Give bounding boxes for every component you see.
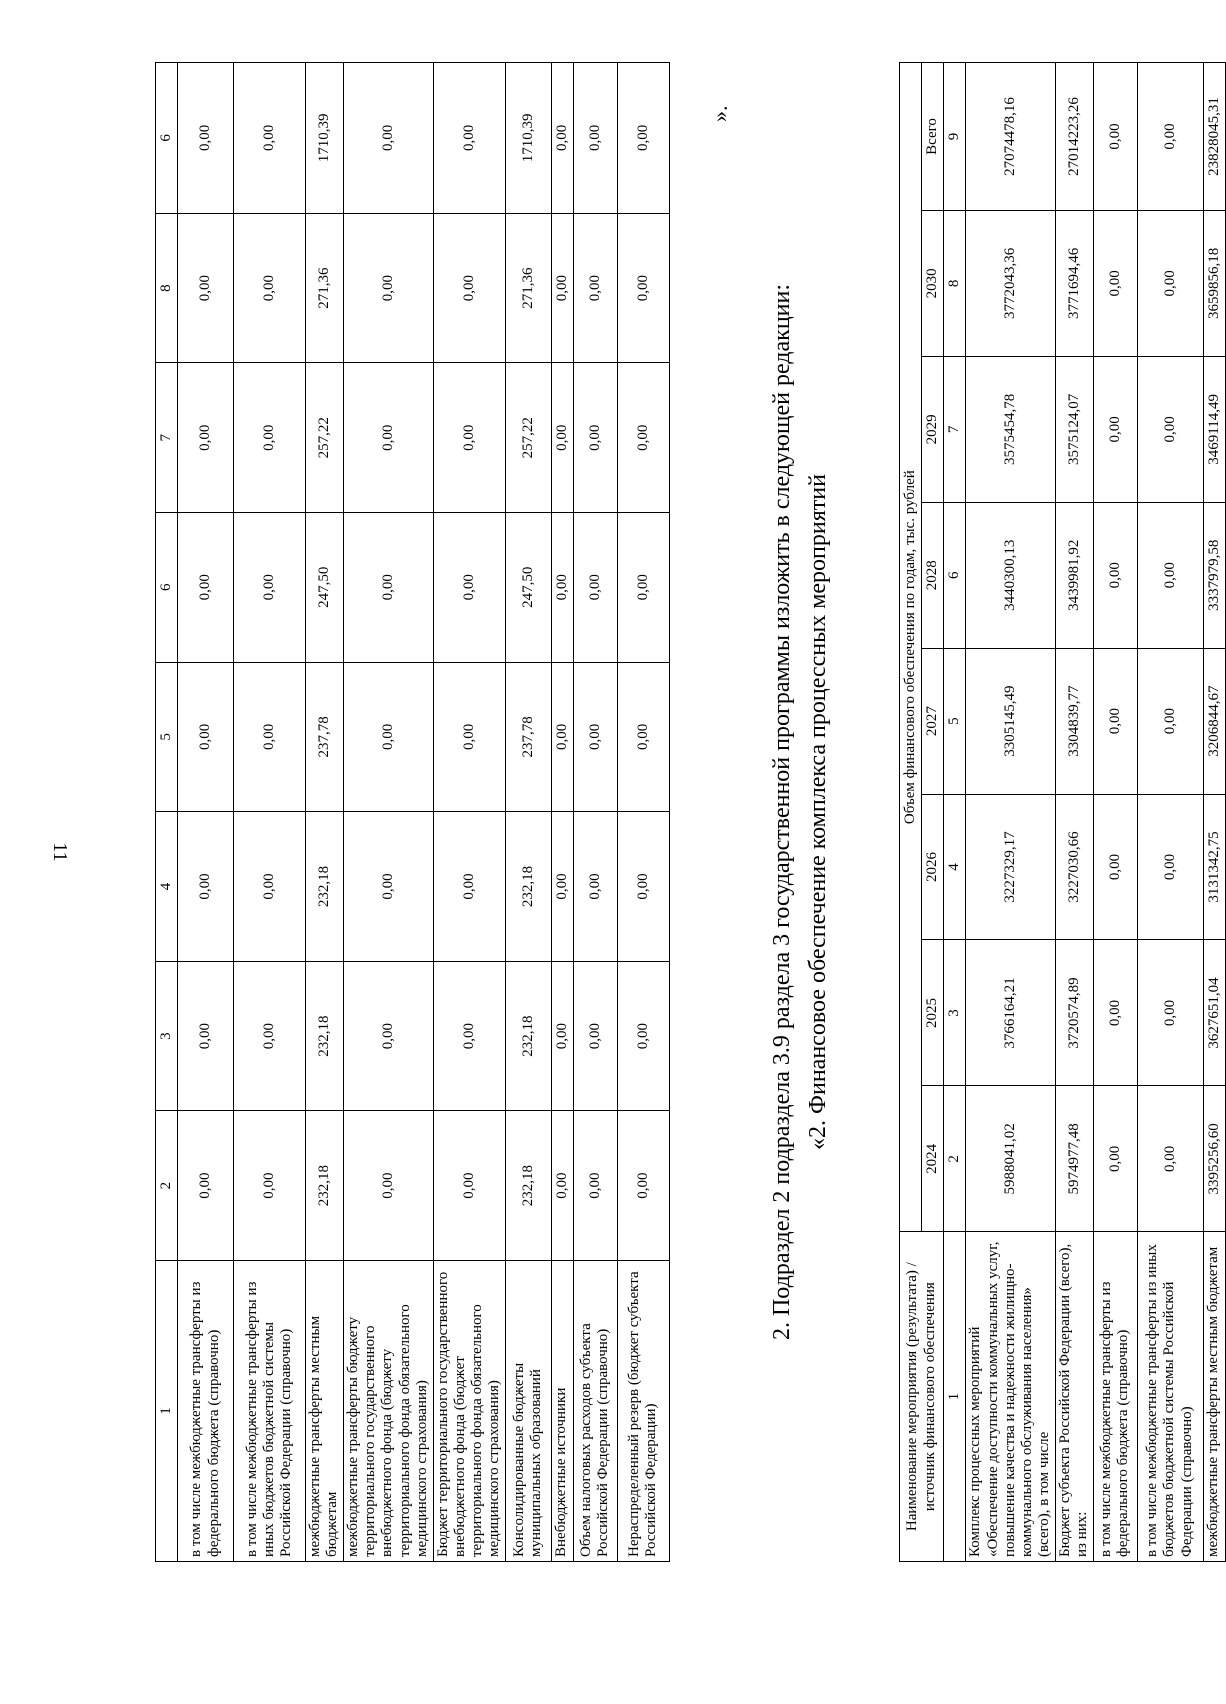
- row-name: Комплекс процессных мероприятий «Обеспечение доступности коммунальных услуг, повышение качества и надежности жилищно-коммунального обслуживания населения» (всего), в том числе: [966, 1232, 1056, 1562]
- table-row: [551, 63, 573, 1562]
- cell-value: 3659856,18: [1203, 210, 1225, 356]
- col-header-year: 2026: [922, 794, 944, 940]
- cell-value: 1710,39: [306, 63, 344, 214]
- cell-value: 27014223,26: [1056, 63, 1094, 211]
- cell-value: 0,00: [234, 213, 306, 363]
- cell-value: 0,00: [1137, 502, 1203, 648]
- section-heading: «2. Финансовое обеспечение комплекса процессных мероприятий: [805, 474, 831, 1150]
- table-row: [1137, 63, 1203, 1562]
- cell-value: 0,00: [1093, 502, 1137, 648]
- table2-col-number: 3: [944, 940, 966, 1086]
- row-name: в том числе межбюджетные трансферты из федерального бюджета (справочно): [1093, 1232, 1137, 1562]
- cell-value: 0,00: [343, 961, 433, 1111]
- process-complex-financing-table: [899, 62, 1226, 1562]
- table-row: [1203, 63, 1225, 1562]
- cell-value: 247,50: [306, 513, 344, 663]
- col-header-name-source: Наименование мероприятия (результата) / источник финансового обеспечения: [900, 1232, 944, 1562]
- cell-value: 0,00: [178, 363, 234, 513]
- table2-col-number: 9: [944, 63, 966, 211]
- cell-value: 0,00: [573, 213, 617, 363]
- cell-value: 0,00: [343, 513, 433, 663]
- cell-value: 0,00: [617, 513, 669, 663]
- table1-col-number: 4: [156, 812, 178, 962]
- table-row: [966, 63, 1056, 1562]
- cell-value: 0,00: [1137, 648, 1203, 794]
- table2-col-number: 6: [944, 502, 966, 648]
- cell-value: 232,18: [306, 1111, 344, 1261]
- cell-value: 0,00: [343, 1111, 433, 1261]
- cell-value: 0,00: [433, 961, 505, 1111]
- cell-value: 232,18: [306, 961, 344, 1111]
- cell-value: 3772043,36: [966, 210, 1056, 356]
- table1-col-number: 6: [156, 63, 178, 214]
- page-number: 11: [49, 842, 71, 862]
- cell-value: 3469114,49: [1203, 356, 1225, 502]
- cell-value: 0,00: [551, 812, 573, 962]
- col-header-total: Всего: [922, 63, 944, 211]
- col-header-year: 2028: [922, 502, 944, 648]
- cell-value: 0,00: [178, 961, 234, 1111]
- cell-value: 0,00: [573, 513, 617, 663]
- table1-col-number: 1: [156, 1260, 178, 1561]
- cell-value: 0,00: [433, 63, 505, 214]
- table1-header-row: [156, 63, 178, 1562]
- cell-value: 0,00: [573, 363, 617, 513]
- row-name: в том числе межбюджетные трансферты из иных бюджетов бюджетной системы Российской Федерации (справочно): [234, 1260, 306, 1561]
- row-name: в том числе межбюджетные трансферты из федерального бюджета (справочно): [178, 1260, 234, 1561]
- cell-value: 0,00: [551, 961, 573, 1111]
- table-row: [1093, 63, 1137, 1562]
- cell-value: 3305145,49: [966, 648, 1056, 794]
- cell-value: 3766164,21: [966, 940, 1056, 1086]
- col-header-year: 2030: [922, 210, 944, 356]
- cell-value: 0,00: [617, 363, 669, 513]
- cell-value: 0,00: [234, 812, 306, 962]
- cell-value: 0,00: [178, 63, 234, 214]
- cell-value: 237,78: [306, 662, 344, 812]
- col-header-year: 2029: [922, 356, 944, 502]
- cell-value: 232,18: [505, 961, 551, 1111]
- col-header-year: 2024: [922, 1086, 944, 1232]
- table1-col-number: 5: [156, 662, 178, 812]
- cell-value: 0,00: [234, 63, 306, 214]
- cell-value: 3771694,46: [1056, 210, 1094, 356]
- cell-value: 0,00: [343, 63, 433, 214]
- cell-value: 0,00: [617, 213, 669, 363]
- cell-value: 257,22: [505, 363, 551, 513]
- cell-value: 232,18: [306, 812, 344, 962]
- cell-value: 0,00: [573, 961, 617, 1111]
- table2-group-header-row: [900, 63, 922, 1562]
- row-name: Объем налоговых расходов субъекта Российской Федерации (справочно): [573, 1260, 617, 1561]
- table1-col-number: 8: [156, 213, 178, 363]
- cell-value: 0,00: [1137, 794, 1203, 940]
- cell-value: 3227329,17: [966, 794, 1056, 940]
- cell-value: 0,00: [234, 363, 306, 513]
- cell-value: 1710,39: [505, 63, 551, 214]
- cell-value: 0,00: [573, 812, 617, 962]
- cell-value: 0,00: [433, 363, 505, 513]
- cell-value: 0,00: [343, 812, 433, 962]
- cell-value: 0,00: [617, 662, 669, 812]
- cell-value: 3575124,07: [1056, 356, 1094, 502]
- table-row: [617, 63, 669, 1562]
- row-name: Внебюджетные источники: [551, 1260, 573, 1561]
- cell-value: 0,00: [1093, 940, 1137, 1086]
- cell-value: 3206844,67: [1203, 648, 1225, 794]
- cell-value: 0,00: [343, 363, 433, 513]
- cell-value: 0,00: [573, 1111, 617, 1261]
- cell-value: 3337979,58: [1203, 502, 1225, 648]
- cell-value: 0,00: [1137, 210, 1203, 356]
- row-name: межбюджетные трансферты бюджету территориального государственного внебюджетного фонда (бюджету территориального фонда обязательного медицинского страхования): [343, 1260, 433, 1561]
- table2-col-number: 8: [944, 210, 966, 356]
- table-row: [505, 63, 551, 1562]
- cell-value: 0,00: [1093, 648, 1137, 794]
- cell-value: 3131342,75: [1203, 794, 1225, 940]
- cell-value: 0,00: [1093, 210, 1137, 356]
- table1-col-number: 6: [156, 513, 178, 663]
- row-name: Нераспределенный резерв (бюджет субъекта Российской Федерации): [617, 1260, 669, 1561]
- table-row: [343, 63, 433, 1562]
- cell-value: 0,00: [178, 213, 234, 363]
- cell-value: 0,00: [617, 812, 669, 962]
- cell-value: 5974977,48: [1056, 1086, 1094, 1232]
- cell-value: 0,00: [433, 662, 505, 812]
- table1-col-number: 2: [156, 1111, 178, 1261]
- cell-value: 0,00: [1093, 794, 1137, 940]
- cell-value: 0,00: [1093, 1086, 1137, 1232]
- table-row: [433, 63, 505, 1562]
- cell-value: 0,00: [617, 63, 669, 214]
- table1-col-number: 3: [156, 961, 178, 1111]
- closing-quote: ».: [707, 105, 732, 122]
- financing-continuation-table: [155, 62, 670, 1562]
- cell-value: 0,00: [573, 662, 617, 812]
- cell-value: 0,00: [617, 961, 669, 1111]
- cell-value: 0,00: [551, 1111, 573, 1261]
- cell-value: 3627651,04: [1203, 940, 1225, 1086]
- cell-value: 232,18: [505, 1111, 551, 1261]
- cell-value: 237,78: [505, 662, 551, 812]
- cell-value: 3439981,92: [1056, 502, 1094, 648]
- cell-value: 0,00: [234, 662, 306, 812]
- col-header-funding-volume: Объем финансового обеспечения по годам, тыс. рублей: [900, 63, 922, 1232]
- row-name: Консолидированные бюджеты муниципальных образований: [505, 1260, 551, 1561]
- row-name: межбюджетные трансферты местным бюджетам: [1203, 1232, 1225, 1562]
- col-header-year: 2025: [922, 940, 944, 1086]
- cell-value: 0,00: [551, 513, 573, 663]
- cell-value: 5988041,02: [966, 1086, 1056, 1232]
- cell-value: 0,00: [234, 1111, 306, 1261]
- table-row: [178, 63, 234, 1562]
- cell-value: 0,00: [551, 363, 573, 513]
- cell-value: 0,00: [234, 961, 306, 1111]
- table2-col-number: 1: [944, 1232, 966, 1562]
- cell-value: 0,00: [433, 213, 505, 363]
- cell-value: 3575454,78: [966, 356, 1056, 502]
- row-name: в том числе межбюджетные трансферты из иных бюджетов бюджетной системы Российской Федерации (справочно): [1137, 1232, 1203, 1562]
- cell-value: 0,00: [1137, 63, 1203, 211]
- cell-value: 0,00: [573, 63, 617, 214]
- cell-value: 0,00: [343, 213, 433, 363]
- cell-value: 257,22: [306, 363, 344, 513]
- cell-value: 0,00: [1137, 356, 1203, 502]
- row-name: Бюджет территориального государственного внебюджетного фонда (бюджет территориального фонда обязательного медицинского страхования): [433, 1260, 505, 1561]
- cell-value: 0,00: [343, 662, 433, 812]
- cell-value: 0,00: [178, 812, 234, 962]
- cell-value: 0,00: [433, 812, 505, 962]
- cell-value: 3304839,77: [1056, 648, 1094, 794]
- table-row: [573, 63, 617, 1562]
- cell-value: 0,00: [617, 1111, 669, 1261]
- cell-value: 3227030,66: [1056, 794, 1094, 940]
- cell-value: 0,00: [551, 662, 573, 812]
- table2-col-number: 2: [944, 1086, 966, 1232]
- table1-col-number: 7: [156, 363, 178, 513]
- cell-value: 0,00: [234, 513, 306, 663]
- cell-value: 3720574,89: [1056, 940, 1094, 1086]
- cell-value: 271,36: [505, 213, 551, 363]
- cell-value: 0,00: [1137, 1086, 1203, 1232]
- amendment-heading: 2. Подраздел 2 подраздела 3.9 раздела 3 государственной программы изложить в следующей редакции:: [769, 283, 795, 1341]
- row-name: межбюджетные трансферты местным бюджетам: [306, 1260, 344, 1561]
- cell-value: 0,00: [178, 1111, 234, 1261]
- table-row: [306, 63, 344, 1562]
- row-name: Бюджет субъекта Российской Федерации (всего), из них:: [1056, 1232, 1094, 1562]
- cell-value: 0,00: [1093, 356, 1137, 502]
- cell-value: 0,00: [178, 662, 234, 812]
- cell-value: 3395256,60: [1203, 1086, 1225, 1232]
- cell-value: 0,00: [551, 213, 573, 363]
- cell-value: 0,00: [178, 513, 234, 663]
- cell-value: 247,50: [505, 513, 551, 663]
- col-header-year: 2027: [922, 648, 944, 794]
- cell-value: 3440300,13: [966, 502, 1056, 648]
- cell-value: 0,00: [433, 513, 505, 663]
- table-row: [1056, 63, 1094, 1562]
- table2-col-number: 7: [944, 356, 966, 502]
- cell-value: 0,00: [433, 1111, 505, 1261]
- cell-value: 0,00: [1137, 940, 1203, 1086]
- table-row: [234, 63, 306, 1562]
- cell-value: 23828045,31: [1203, 63, 1225, 211]
- cell-value: 27074478,16: [966, 63, 1056, 211]
- cell-value: 232,18: [505, 812, 551, 962]
- table2-col-number: 4: [944, 794, 966, 940]
- cell-value: 0,00: [1093, 63, 1137, 211]
- table2-col-number: 5: [944, 648, 966, 794]
- cell-value: 0,00: [551, 63, 573, 214]
- table2-number-row: [944, 63, 966, 1562]
- cell-value: 271,36: [306, 213, 344, 363]
- rotated-page-content: [155, 62, 1222, 1562]
